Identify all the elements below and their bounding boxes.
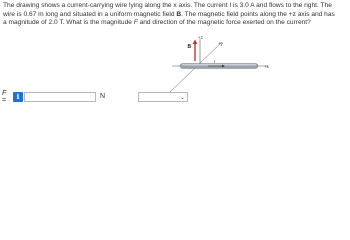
field-symbol-B: B	[176, 10, 182, 18]
direction-select[interactable]	[138, 92, 188, 102]
force-label: F =	[2, 89, 7, 104]
force-symbol-F: F	[133, 19, 138, 27]
wire-field-diagram	[160, 36, 280, 94]
problem-text-part3: and direction of the magnetic force exerted on the current?	[137, 19, 311, 27]
unit-label: N	[100, 93, 106, 100]
field-arrowhead	[193, 40, 198, 45]
problem-text-part2: . The magnetic field points along the +z axis and has a magnitude of 2.0 T. What is the magnitude	[3, 10, 335, 27]
x-axis-label: +x	[264, 64, 269, 69]
info-icon[interactable]: i	[13, 92, 23, 102]
problem-text-part1: The drawing shows a current-carrying wire lying along the x axis. The current I is 3.0 A and flows to the right. The wire is 0.67 m long and situated in a uniform magnetic field	[3, 2, 332, 18]
field-label: B	[187, 44, 192, 50]
y-axis-label: +y	[218, 41, 223, 46]
problem-statement	[3, 2, 339, 28]
chevron-down-icon: ⌄	[179, 93, 185, 101]
z-axis-label: +z	[198, 36, 203, 40]
answer-row	[2, 91, 188, 102]
current-label: I	[214, 59, 216, 64]
wire-highlight	[182, 64, 256, 66]
force-magnitude-input[interactable]	[24, 92, 96, 102]
